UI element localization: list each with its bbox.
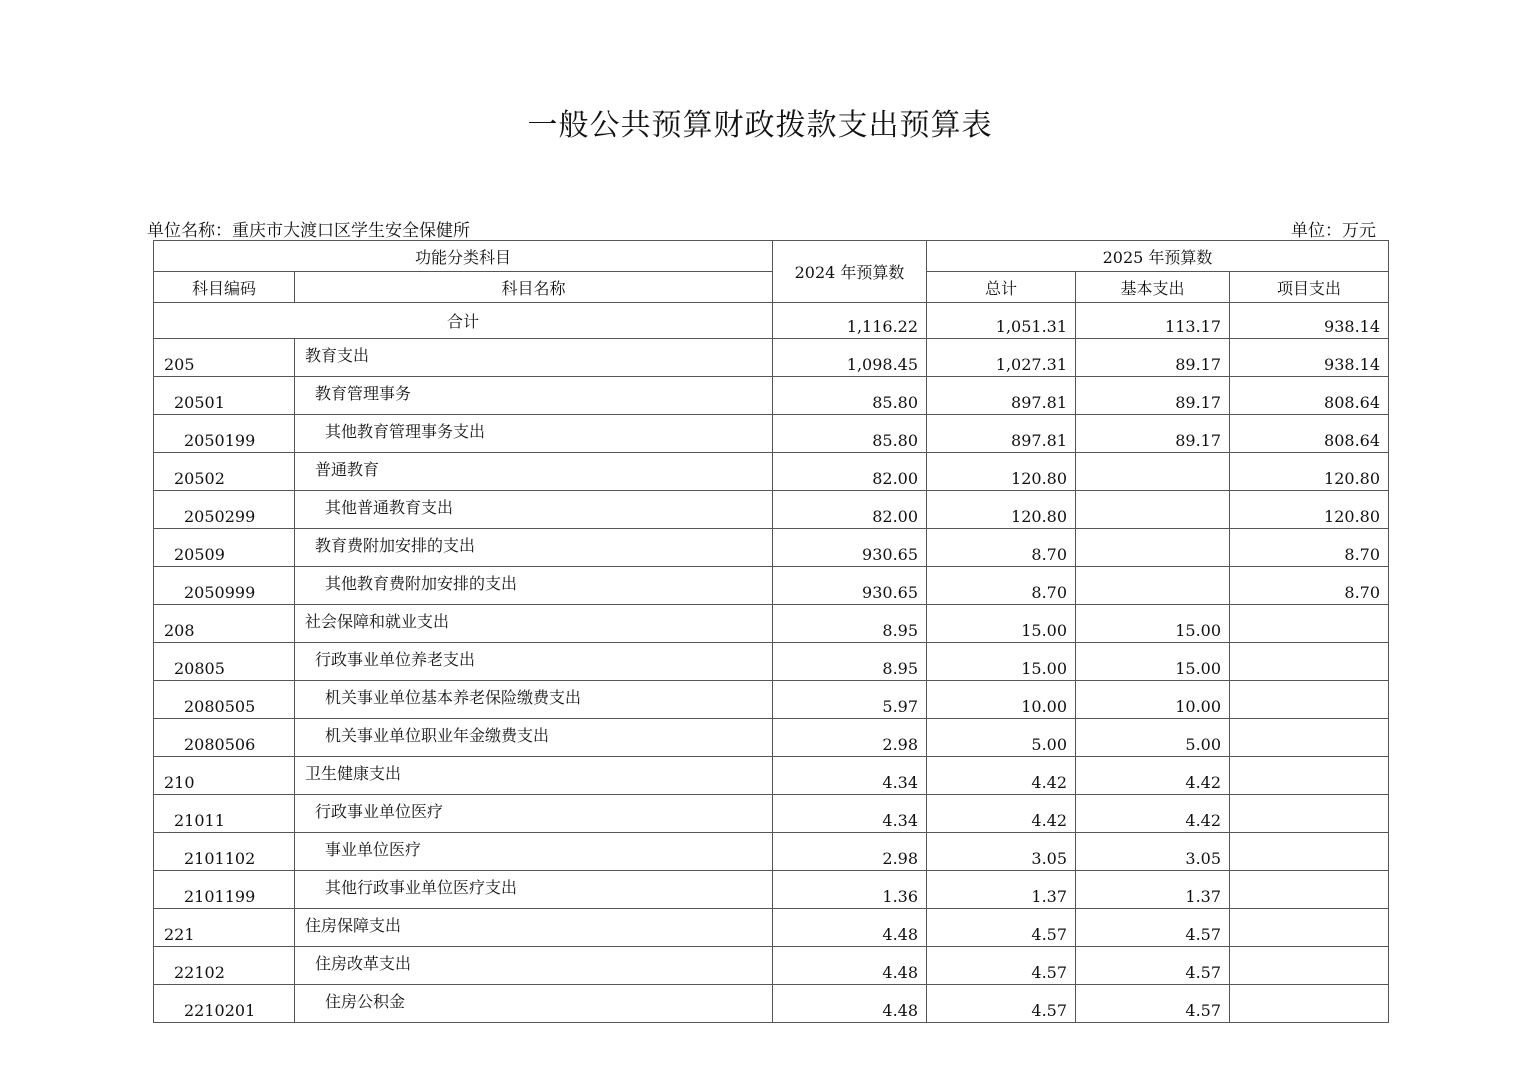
row-project: 120.80	[1230, 453, 1389, 491]
table-row	[154, 491, 1389, 529]
row-total: 15.00	[927, 605, 1076, 643]
header-basic: 基本支出	[1076, 272, 1230, 303]
total-total: 1,051.31	[927, 303, 1076, 339]
header-name: 科目名称	[295, 272, 773, 303]
row-name: 机关事业单位基本养老保险缴费支出	[295, 681, 773, 719]
row-basic	[1076, 529, 1230, 567]
total-basic: 113.17	[1076, 303, 1230, 339]
row-name: 行政事业单位养老支出	[295, 643, 773, 681]
row-total: 15.00	[927, 643, 1076, 681]
row-basic: 4.57	[1076, 985, 1230, 1023]
row-total: 8.70	[927, 529, 1076, 567]
table-row	[154, 529, 1389, 567]
header-category: 功能分类科目	[154, 241, 773, 272]
row-name: 行政事业单位医疗	[295, 795, 773, 833]
unit-label: 单位：万元	[1291, 221, 1376, 241]
total-b2024: 1,116.22	[773, 303, 927, 339]
row-basic: 1.37	[1076, 871, 1230, 909]
row-code: 2210201	[154, 985, 295, 1023]
row-project	[1230, 605, 1389, 643]
row-b2024: 85.80	[773, 377, 927, 415]
row-code: 208	[154, 605, 295, 643]
row-total: 3.05	[927, 833, 1076, 871]
row-name: 卫生健康支出	[295, 757, 773, 795]
table-row	[154, 719, 1389, 757]
row-b2024: 4.48	[773, 947, 927, 985]
table-row	[154, 377, 1389, 415]
row-total: 4.42	[927, 757, 1076, 795]
row-total: 4.57	[927, 947, 1076, 985]
row-project	[1230, 643, 1389, 681]
row-code: 210	[154, 757, 295, 795]
row-total: 4.42	[927, 795, 1076, 833]
row-total: 1.37	[927, 871, 1076, 909]
row-code: 20502	[154, 453, 295, 491]
table-row	[154, 415, 1389, 453]
row-project: 808.64	[1230, 415, 1389, 453]
row-code: 2050199	[154, 415, 295, 453]
row-code: 20501	[154, 377, 295, 415]
row-project: 8.70	[1230, 567, 1389, 605]
table-row	[154, 681, 1389, 719]
table-row	[154, 605, 1389, 643]
row-project	[1230, 871, 1389, 909]
table-row	[154, 567, 1389, 605]
row-project: 808.64	[1230, 377, 1389, 415]
row-b2024: 4.34	[773, 795, 927, 833]
row-basic	[1076, 453, 1230, 491]
row-project: 8.70	[1230, 529, 1389, 567]
row-code: 20805	[154, 643, 295, 681]
row-basic: 89.17	[1076, 339, 1230, 377]
row-name: 住房改革支出	[295, 947, 773, 985]
row-b2024: 82.00	[773, 453, 927, 491]
row-name: 其他行政事业单位医疗支出	[295, 871, 773, 909]
row-name: 普通教育	[295, 453, 773, 491]
row-project	[1230, 795, 1389, 833]
row-code: 2050999	[154, 567, 295, 605]
table-row	[154, 871, 1389, 909]
row-name: 社会保障和就业支出	[295, 605, 773, 643]
row-b2024: 2.98	[773, 719, 927, 757]
row-project	[1230, 909, 1389, 947]
row-code: 2080505	[154, 681, 295, 719]
header-total: 总计	[927, 272, 1076, 303]
row-total: 10.00	[927, 681, 1076, 719]
row-b2024: 85.80	[773, 415, 927, 453]
row-code: 221	[154, 909, 295, 947]
total-row	[154, 303, 1389, 339]
row-name: 其他普通教育支出	[295, 491, 773, 529]
header-project: 项目支出	[1230, 272, 1389, 303]
total-label: 合计	[154, 303, 773, 339]
row-name: 教育支出	[295, 339, 773, 377]
row-basic: 15.00	[1076, 643, 1230, 681]
table-row	[154, 643, 1389, 681]
row-basic	[1076, 567, 1230, 605]
row-basic: 5.00	[1076, 719, 1230, 757]
row-basic: 89.17	[1076, 415, 1230, 453]
row-b2024: 1,098.45	[773, 339, 927, 377]
row-b2024: 8.95	[773, 605, 927, 643]
row-name: 其他教育管理事务支出	[295, 415, 773, 453]
row-total: 897.81	[927, 415, 1076, 453]
row-b2024: 4.48	[773, 985, 927, 1023]
row-total: 8.70	[927, 567, 1076, 605]
header-budget-2024: 2024 年预算数	[773, 241, 927, 303]
row-name: 教育费附加安排的支出	[295, 529, 773, 567]
row-b2024: 4.48	[773, 909, 927, 947]
row-b2024: 1.36	[773, 871, 927, 909]
row-code: 2080506	[154, 719, 295, 757]
row-basic: 4.42	[1076, 757, 1230, 795]
row-total: 897.81	[927, 377, 1076, 415]
row-name: 住房公积金	[295, 985, 773, 1023]
row-name: 事业单位医疗	[295, 833, 773, 871]
row-project	[1230, 833, 1389, 871]
row-project: 120.80	[1230, 491, 1389, 529]
row-total: 4.57	[927, 909, 1076, 947]
total-project: 938.14	[1230, 303, 1389, 339]
row-name: 住房保障支出	[295, 909, 773, 947]
table-row	[154, 795, 1389, 833]
row-basic: 4.42	[1076, 795, 1230, 833]
row-project	[1230, 681, 1389, 719]
row-basic: 10.00	[1076, 681, 1230, 719]
row-basic: 89.17	[1076, 377, 1230, 415]
table-row	[154, 985, 1389, 1023]
row-b2024: 2.98	[773, 833, 927, 871]
table-row	[154, 453, 1389, 491]
table-row	[154, 833, 1389, 871]
row-code: 20509	[154, 529, 295, 567]
row-basic: 4.57	[1076, 909, 1230, 947]
table-row	[154, 757, 1389, 795]
row-name: 教育管理事务	[295, 377, 773, 415]
row-code: 22102	[154, 947, 295, 985]
row-b2024: 930.65	[773, 567, 927, 605]
row-code: 21011	[154, 795, 295, 833]
row-project	[1230, 985, 1389, 1023]
row-basic: 15.00	[1076, 605, 1230, 643]
row-project	[1230, 947, 1389, 985]
row-b2024: 4.34	[773, 757, 927, 795]
row-code: 2101102	[154, 833, 295, 871]
page-title: 一般公共预算财政拨款支出预算表	[527, 108, 993, 143]
row-total: 5.00	[927, 719, 1076, 757]
row-project: 938.14	[1230, 339, 1389, 377]
row-project	[1230, 719, 1389, 757]
table-row	[154, 339, 1389, 377]
row-basic: 3.05	[1076, 833, 1230, 871]
row-b2024: 82.00	[773, 491, 927, 529]
row-name: 机关事业单位职业年金缴费支出	[295, 719, 773, 757]
header-code: 科目编码	[154, 272, 295, 303]
unit-name-label: 单位名称：重庆市大渡口区学生安全保健所	[147, 221, 470, 241]
row-b2024: 930.65	[773, 529, 927, 567]
row-basic	[1076, 491, 1230, 529]
table-row	[154, 909, 1389, 947]
row-total: 4.57	[927, 985, 1076, 1023]
budget-table	[153, 240, 1389, 1023]
row-b2024: 8.95	[773, 643, 927, 681]
table-body	[154, 303, 1389, 1023]
row-code: 2050299	[154, 491, 295, 529]
row-total: 120.80	[927, 491, 1076, 529]
table-header	[154, 241, 1389, 303]
table-row	[154, 947, 1389, 985]
row-b2024: 5.97	[773, 681, 927, 719]
row-total: 1,027.31	[927, 339, 1076, 377]
row-code: 205	[154, 339, 295, 377]
row-project	[1230, 757, 1389, 795]
header-budget-2025: 2025 年预算数	[927, 241, 1389, 272]
row-code: 2101199	[154, 871, 295, 909]
row-basic: 4.57	[1076, 947, 1230, 985]
row-total: 120.80	[927, 453, 1076, 491]
row-name: 其他教育费附加安排的支出	[295, 567, 773, 605]
